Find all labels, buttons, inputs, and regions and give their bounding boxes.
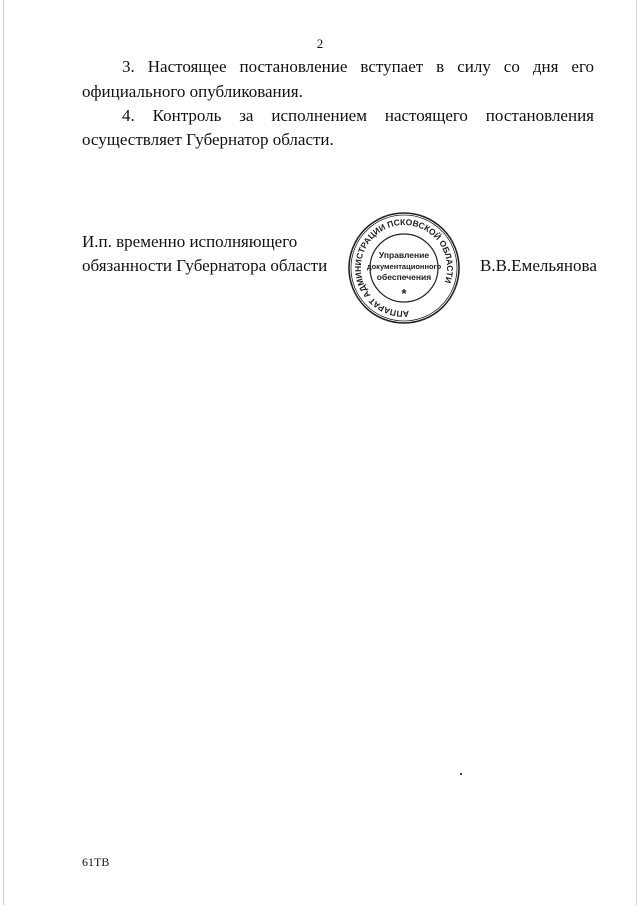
scan-speck: [460, 773, 462, 775]
paragraph-3-line-1: 3. Настоящее постановление вступает в силу со дня его: [122, 57, 594, 76]
paragraph-3-line-2: официального опубликования.: [82, 82, 303, 101]
paragraph-4-line-1: 4. Контроль за исполнением настоящего постановления: [122, 106, 594, 125]
stamp-center-line-1: Управление: [378, 250, 430, 260]
stamp-star-icon: *: [401, 286, 407, 301]
scan-edge-right: [636, 0, 637, 905]
signatory-position-line-2: обязанности Губернатора области: [82, 256, 328, 275]
scan-edge-left: [3, 0, 4, 905]
page-number: 2: [316, 36, 324, 51]
signatory-name: В.В.Емельянова: [480, 256, 597, 275]
paragraph-4-line-2: осуществляет Губернатор области.: [82, 130, 334, 149]
stamp-center-line-3: обеспечения: [376, 272, 432, 282]
footer-code: 61ТВ: [82, 855, 110, 869]
official-stamp: [348, 212, 460, 324]
stamp-center-line-2: документационного: [366, 262, 442, 271]
stamp-ring-text: АППАРАТ АДМИНИСТРАЦИИ ПСКОВСКОЙ ОБЛАСТИ: [352, 216, 456, 320]
signatory-position-line-1: И.п. временно исполняющего: [82, 232, 298, 251]
